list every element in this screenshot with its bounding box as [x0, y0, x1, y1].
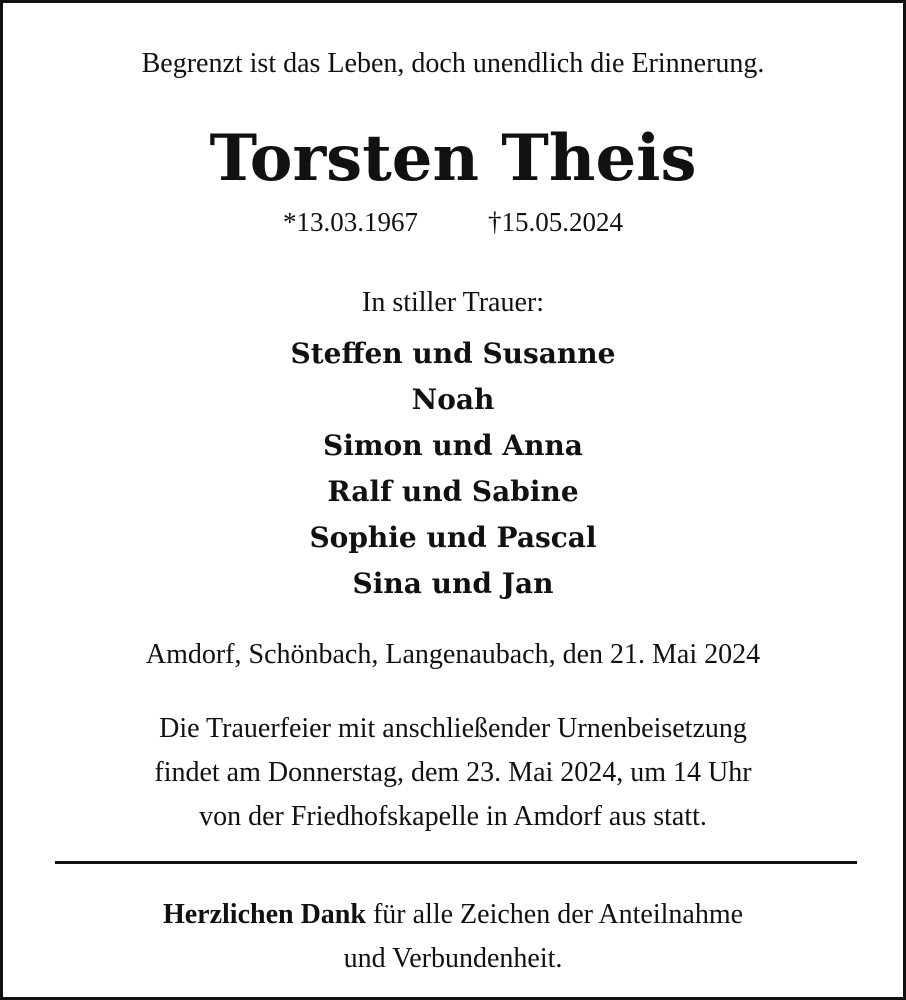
mourner-entry: Ralf und Sabine	[327, 475, 579, 508]
mourner-entry: Sophie und Pascal	[309, 521, 597, 554]
thanks-rest: für alle Zeichen der Anteilnahme	[365, 899, 744, 930]
thanks-bold: Herzlichen Dank	[162, 899, 366, 930]
mourner-entry: Noah	[411, 383, 495, 416]
birth-date: *13.03.1967	[283, 207, 418, 237]
mourner-entry: Simon und Anna	[323, 429, 583, 462]
ceremony-line: Die Trauerfeier mit anschließender Urnenbeisetzung	[159, 713, 747, 744]
ceremony-info	[3, 707, 903, 839]
place-and-date: Amdorf, Schönbach, Langenaubach, den 21. Mai 2024	[145, 639, 761, 670]
mourner-entry: Steffen und Susanne	[290, 337, 616, 370]
deceased-name: Torsten Theis	[209, 121, 697, 196]
divider-line	[55, 861, 857, 864]
thanks-message	[3, 893, 903, 981]
thanks-line-2: und Verbundenheit.	[343, 943, 563, 974]
motto-quote: Begrenzt ist das Leben, doch unendlich die Erinnerung.	[141, 48, 765, 79]
life-dates	[3, 207, 903, 238]
thanks-line-1	[3, 893, 903, 937]
mourner-entry: Sina und Jan	[352, 567, 554, 600]
ceremony-line: findet am Donnerstag, dem 23. Mai 2024, um 14 Uhr	[154, 757, 752, 788]
mourning-intro: In stiller Trauer:	[362, 287, 544, 318]
ceremony-line: von der Friedhofskapelle in Amdorf aus statt.	[199, 801, 707, 832]
death-date: †15.05.2024	[488, 207, 623, 237]
mourners-list	[3, 331, 903, 607]
